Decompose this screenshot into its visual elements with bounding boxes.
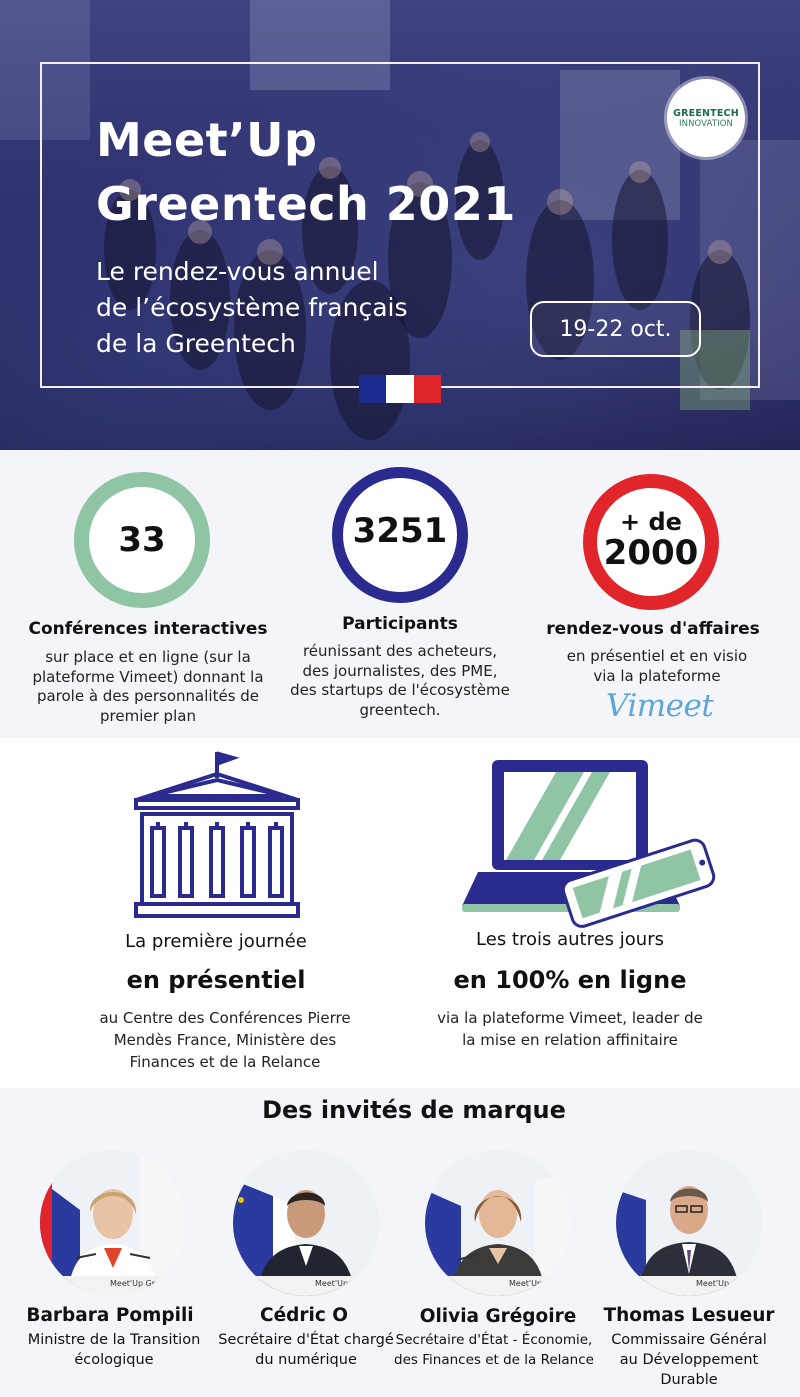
guest-backdrop-label: Meet'Up <box>696 1279 730 1288</box>
vimeet-logo <box>606 688 714 728</box>
stat-value-meetings: 2000 <box>603 533 699 573</box>
first-day-format: en présentiel <box>126 966 306 994</box>
guest-photo-barbara-pompili <box>40 1150 186 1296</box>
stat-ring-meetings <box>583 474 719 610</box>
first-day-subtitle: La première journée <box>125 931 307 952</box>
hero-title-line2: Greentech 2021 <box>96 177 516 231</box>
guest-role-barbara-pompili: Ministre de la Transition écologique <box>27 1332 201 1368</box>
hero-title-line1: Meet’Up <box>96 113 318 167</box>
stat-value-meetings-prefix: + de <box>620 508 682 536</box>
other-days-description: via la plateforme Vimeet, leader de la mise en relation affinitaire <box>437 1009 703 1049</box>
first-day-description: au Centre des Conférences Pierre Mendès France, Ministère des Finances et de la Relance <box>99 1009 351 1071</box>
guest-name-barbara-pompili: Barbara Pompili <box>26 1305 194 1326</box>
other-days-subtitle: Les trois autres jours <box>476 929 664 950</box>
stat-label-conferences: Conférences interactives <box>28 619 268 639</box>
hero-subtitle-line1: Le rendez-vous annuel <box>96 257 379 286</box>
other-days-format: en 100% en ligne <box>453 966 687 994</box>
hero-banner <box>0 0 800 450</box>
guest-photo-thomas-lesueur <box>616 1150 762 1296</box>
stat-desc-participants: réunissant des acheteurs, des journalistes, des PME, des startups de l'écosystème greentech. <box>290 642 510 719</box>
stat-desc-conferences: sur place et en ligne (sur la plateforme Vimeet) donnant la parole à des personnalités de premier plan <box>32 648 264 725</box>
guest-name-olivia-gregoire: Olivia Grégoire <box>419 1306 577 1327</box>
vimeet-logo-text: Vimeet <box>606 688 714 724</box>
greentech-innovation-logo <box>667 79 745 157</box>
stat-desc-meetings: en présentiel et en visio via la plateforme <box>566 647 748 685</box>
guest-role-olivia-gregoire: Secrétaire d'État - Économie, des Finances et de la Relance <box>394 1332 594 1368</box>
stat-value-participants: 3251 <box>352 511 448 551</box>
guest-photo-illustration <box>40 1150 186 1296</box>
event-date-badge: 19-22 oct. <box>530 301 701 357</box>
stat-ring-conferences <box>74 472 210 608</box>
hero-title <box>96 108 516 236</box>
stat-label-participants: Participants <box>342 614 458 634</box>
guest-role-thomas-lesueur: Commissaire Général au Développement Durable <box>611 1332 767 1388</box>
hero-subtitle-line3: de la Greentech <box>96 329 296 358</box>
logo-text-line1: GREENTECH <box>673 107 739 119</box>
guest-photo-olivia-gregoire <box>425 1150 571 1296</box>
guest-backdrop-label: Meet'Up <box>509 1279 543 1288</box>
french-republic-flag-icon <box>359 375 441 403</box>
government-building-icon <box>128 750 306 922</box>
hero-subtitle-line2: de l’écosystème français <box>96 293 408 322</box>
guest-role-cedric-o: Secrétaire d'État chargé du numérique <box>218 1332 394 1368</box>
stat-label-meetings: rendez-vous d'affaires <box>546 619 760 639</box>
stat-value-conferences: 33 <box>118 520 166 560</box>
guest-photo-illustration <box>425 1150 571 1296</box>
guest-backdrop-label: Meet'Up Gre <box>110 1279 160 1288</box>
logo-text-line2: INNOVATION <box>679 118 733 129</box>
laptop-phone-icon <box>460 756 718 930</box>
guest-photo-cedric-o <box>233 1150 379 1296</box>
guest-photo-illustration <box>616 1150 762 1296</box>
guests-section-title: Des invités de marque <box>262 1096 566 1124</box>
hero-subtitle <box>96 254 408 362</box>
guest-name-cedric-o: Cédric O <box>260 1305 348 1326</box>
guest-name-thomas-lesueur: Thomas Lesueur <box>603 1305 775 1326</box>
guest-photo-illustration <box>233 1150 379 1296</box>
guest-backdrop-label: Meet'Up <box>315 1279 349 1288</box>
stat-ring-participants <box>332 467 468 603</box>
